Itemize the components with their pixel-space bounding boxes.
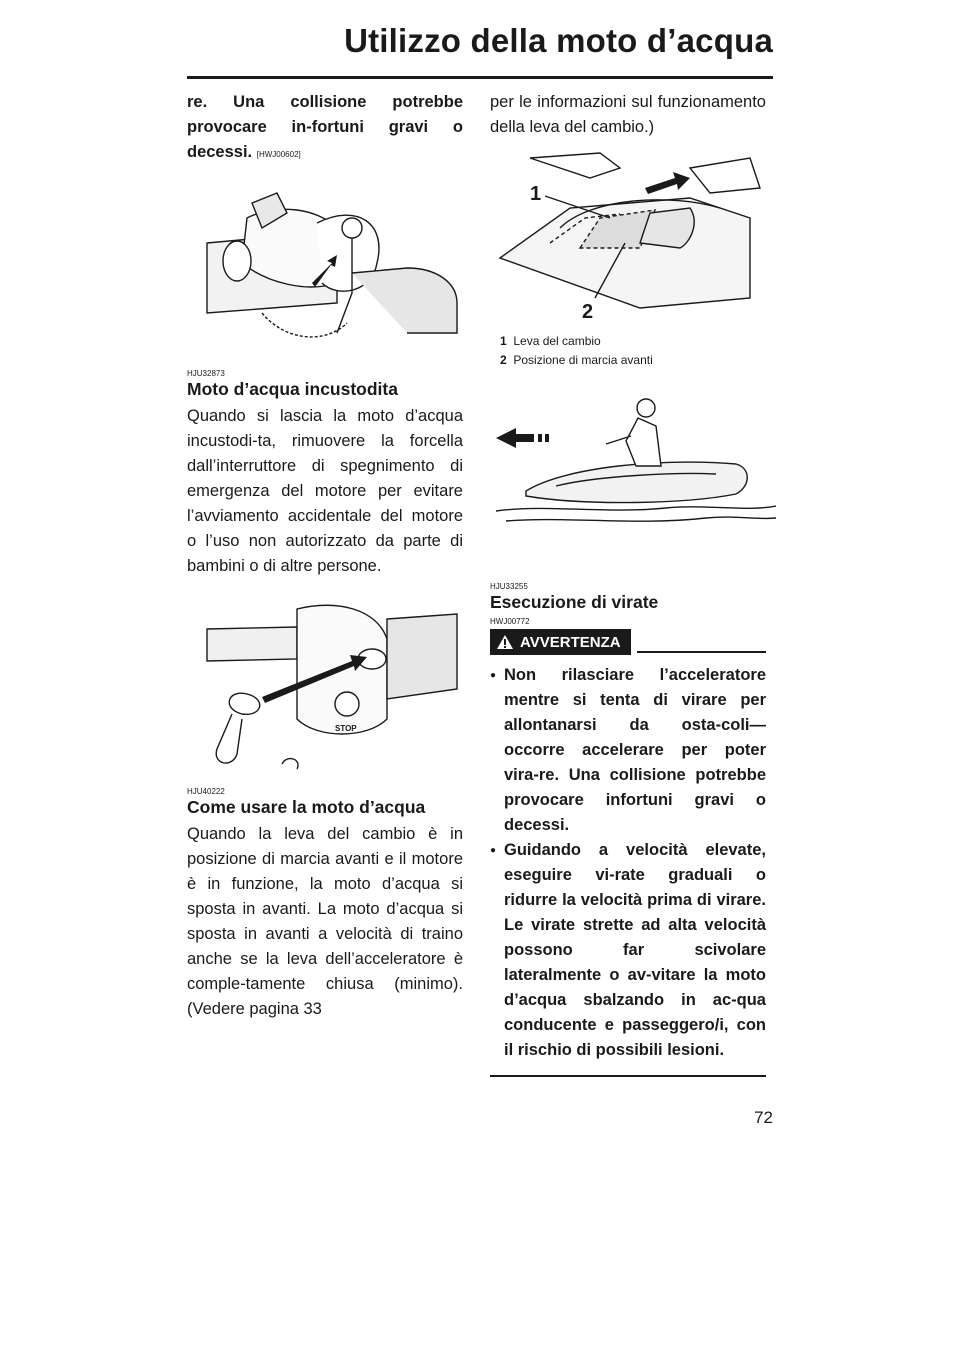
figure-label-1: 1: [530, 183, 542, 205]
figure-captions: [500, 332, 766, 370]
caption-text: Posizione di marcia avanti: [513, 353, 653, 367]
warning-badge: [490, 629, 631, 655]
left-column: [187, 90, 463, 1022]
caption-item: [500, 351, 766, 370]
figure-label-2: 2: [582, 301, 594, 323]
warning-label: AVVERTENZA: [520, 633, 621, 651]
caption-number: 1: [500, 334, 507, 348]
warning-code: [HWJ00602]: [256, 150, 301, 159]
warning-rule: [637, 651, 766, 653]
warning-code: HWJ00772: [490, 617, 530, 626]
illustration-rider-watercraft: [486, 386, 776, 536]
section-body: Quando la leva del cambio è in posizione di marcia avanti e il motore è in funzione, la moto d’acqua si sposta in avanti. La moto d’acqua si sposta in avanti a velocità di traino anche se la leva dell’acceleratore è comple-tamente chiusa (minimo). (Vedere pagina 33: [187, 825, 463, 1018]
continued-text: per le informazioni sul funzionamento della leva del cambio.): [490, 93, 766, 136]
section-title: Moto d’acqua incustodita: [187, 379, 398, 399]
section-code: HJU32873: [187, 369, 225, 378]
section-title: Esecuzione di virate: [490, 592, 659, 612]
stop-label: STOP: [335, 724, 357, 733]
illustration-shift-lever: [490, 148, 766, 328]
header-rule: [187, 76, 773, 79]
right-column: [490, 90, 766, 1077]
caption-text: Leva del cambio: [513, 334, 601, 348]
warning-triangle-icon: [496, 634, 514, 650]
page-title: Utilizzo della moto d’acqua: [344, 22, 773, 59]
page-number: 72: [754, 1108, 773, 1127]
illustration-hand-lanyard: [187, 183, 463, 363]
section-body: Quando si lascia la moto d’acqua incustodi-ta, rimuovere la forcella dall’interruttore di spegnimento di emergenza del motore per evitare l’avviamento accidentale del motore o l’uso non autorizzato da parte di bambini o di altre persone.: [187, 407, 463, 575]
warning-item: ● Guidando a velocità elevate, eseguire vi-rate graduali o ridurre la velocità prima di virare. Le virate strette ad alta velocità possono far scivolare lateralmente o av-vitare la moto d’acqua sbalzando in ac-qua conducente e passeggero/i, con il rischio di possibili lesioni.: [490, 838, 766, 1063]
section-title: Come usare la moto d’acqua: [187, 797, 426, 817]
caption-number: 2: [500, 353, 507, 367]
continued-warning-text: re. Una collisione potrebbe provocare in-fortuni gravi o decessi.: [187, 93, 463, 161]
caption-item: [500, 332, 766, 351]
illustration-emergency-switch: [187, 599, 463, 779]
warning-item: ● Non rilasciare l’acceleratore mentre si tenta di virare per allontanarsi da osta-coli—occorre accelerare per poter vira-re. Una collisione potrebbe provocare infortuni gravi o decessi.: [490, 663, 766, 838]
warning-end-rule: [490, 1075, 766, 1077]
section-code: HJU40222: [187, 787, 225, 796]
continued-warning: [187, 90, 463, 167]
section-code: HJU33255: [490, 582, 528, 591]
warning-list: [490, 663, 766, 1063]
warning-header: [490, 629, 766, 655]
